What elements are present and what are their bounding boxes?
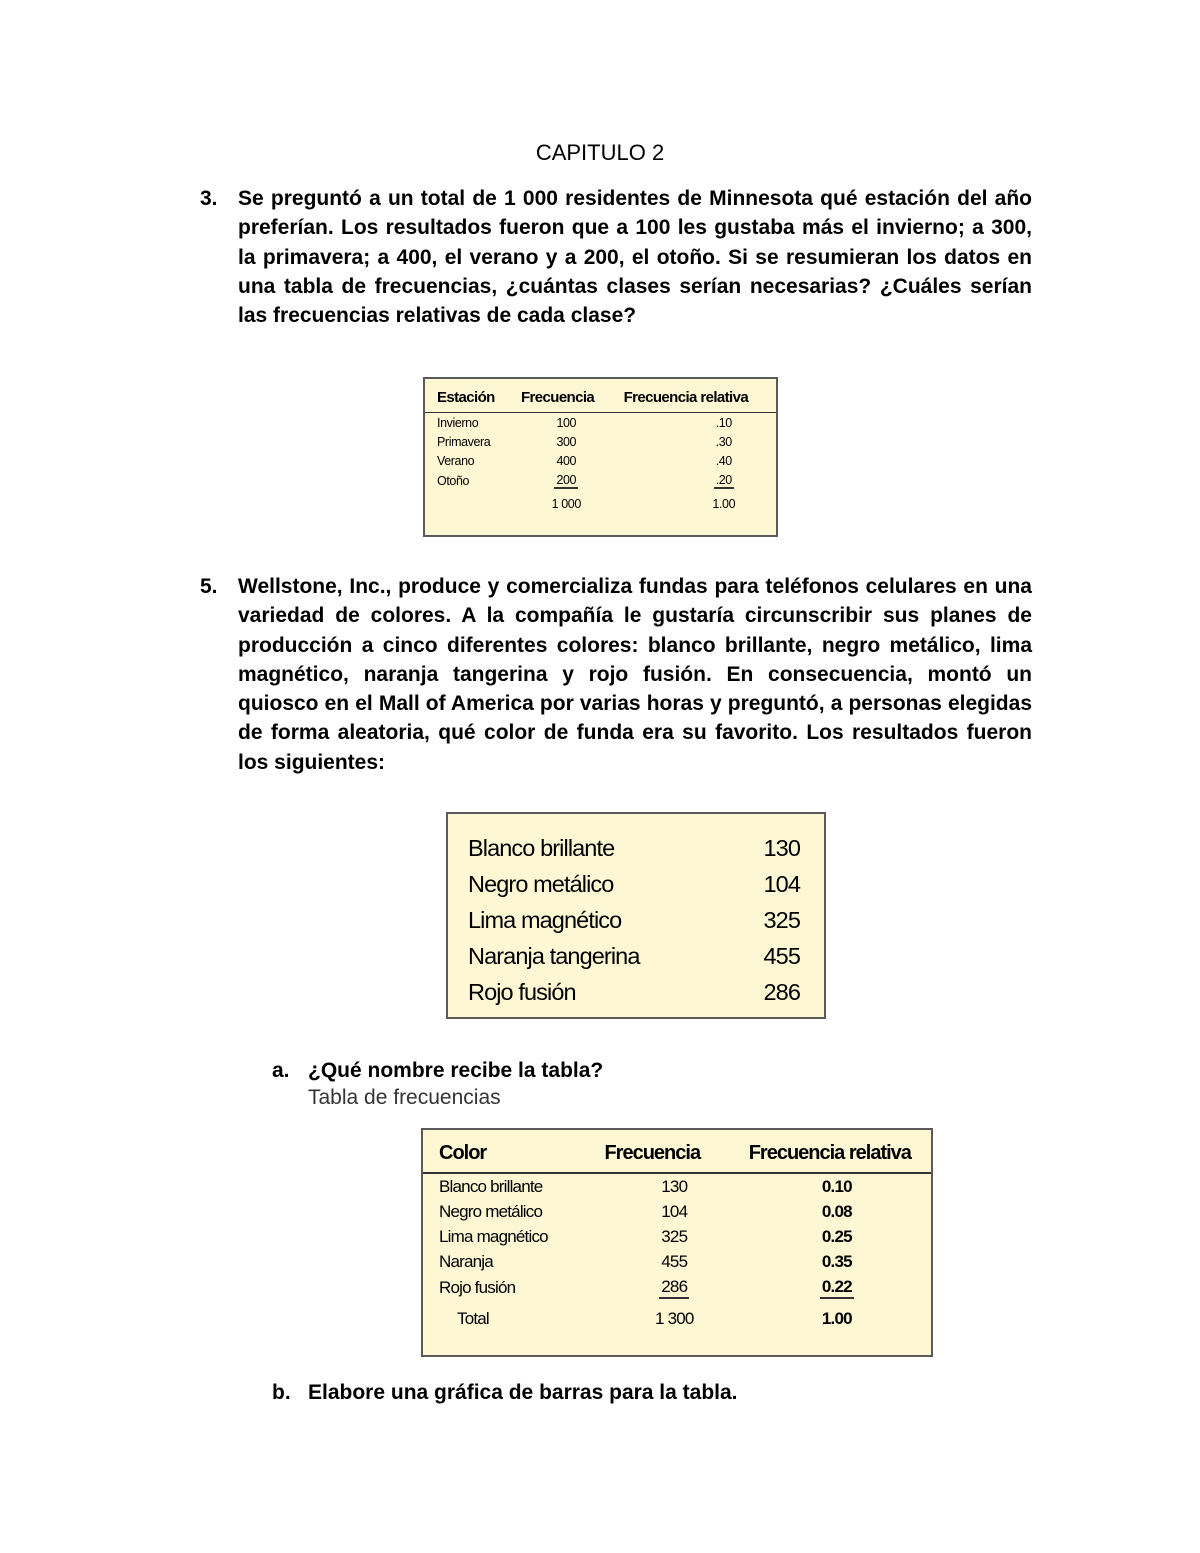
list-item xyxy=(468,938,800,974)
table-row xyxy=(423,1274,931,1301)
relative-cell: .10 xyxy=(715,415,732,430)
table1-header-relative: Frecuencia relativa xyxy=(612,379,776,413)
relative-cell: 0.08 xyxy=(821,1201,852,1221)
season-cell: Primavera xyxy=(437,434,491,449)
problem-5 xyxy=(200,572,1032,777)
problem-5-text: Wellstone, Inc., produce y comercializa fundas para teléfonos celulares en una variedad de colores. A la compañía le gustaría circunscribir sus planes de producción a cinco diferentes colores: blanco brillante, negro metálico, lima magnético, naranja tangerina y rojo fusión. En consecuencia, montó un quiosco en el Mall of America por varias horas y preguntó, a personas elegidas de forma aleatoria, qué color de funda era su favorito. Los resultados fueron los siguientes: xyxy=(238,575,1032,774)
frequency-cell: 200 xyxy=(556,472,577,487)
frequency-total: 1 300 xyxy=(655,1309,694,1328)
table-row xyxy=(425,470,776,491)
problem-3 xyxy=(200,184,1032,330)
frequency-cell: 130 xyxy=(661,1176,688,1196)
table1-header-frequency: Frecuencia xyxy=(509,379,612,413)
table3-header-color: Color xyxy=(423,1130,576,1173)
problem-3-number: 3. xyxy=(200,187,218,210)
relative-total: 1.00 xyxy=(821,1309,852,1328)
list-item xyxy=(468,974,800,1010)
season-cell: Otoño xyxy=(437,473,470,488)
table-row xyxy=(425,413,776,433)
frequency-cell: 325 xyxy=(661,1226,688,1246)
frequency-cell: 400 xyxy=(556,453,577,468)
relative-cell: 0.22 xyxy=(820,1277,854,1299)
problem-5-number: 5. xyxy=(200,575,218,598)
sub-question-a xyxy=(272,1056,603,1085)
color-count: 104 xyxy=(763,871,800,897)
relative-cell: .30 xyxy=(715,434,732,449)
sub-question-a-text: ¿Qué nombre recibe la tabla? xyxy=(308,1059,604,1082)
color-frequency-table xyxy=(421,1128,933,1357)
frequency-cell: 100 xyxy=(556,415,577,430)
sub-question-a-answer: Tabla de frecuencias xyxy=(308,1086,501,1109)
color-cell: Lima magnético xyxy=(439,1226,548,1246)
table1-header-season: Estación xyxy=(425,379,509,413)
color-count: 455 xyxy=(763,943,800,969)
sub-question-b-label: b. xyxy=(272,1381,291,1404)
list-item xyxy=(468,830,800,866)
color-cell: Rojo fusión xyxy=(439,1277,516,1297)
color-label: Blanco brillante xyxy=(468,835,615,861)
season-cell: Invierno xyxy=(437,415,479,430)
season-cell: Verano xyxy=(437,453,475,468)
color-cell: Naranja xyxy=(439,1251,493,1271)
sub-question-b-text: Elabore una gráfica de barras para la tabla. xyxy=(308,1381,738,1404)
table-row xyxy=(423,1249,931,1274)
color-label: Negro metálico xyxy=(468,871,614,897)
table3-header-frequency: Frecuencia xyxy=(576,1130,713,1173)
totals-row xyxy=(423,1301,931,1332)
frequency-cell: 300 xyxy=(556,434,577,449)
frequency-cell: 455 xyxy=(661,1251,688,1271)
table3-header-relative: Frecuencia relativa xyxy=(713,1130,931,1173)
table-row xyxy=(425,432,776,451)
color-results-table xyxy=(446,812,826,1019)
sub-question-b xyxy=(272,1378,738,1407)
totals-row xyxy=(425,491,776,514)
frequency-total: 1 000 xyxy=(551,497,581,511)
color-cell: Negro metálico xyxy=(439,1201,543,1221)
chapter-title: CAPITULO 2 xyxy=(535,140,665,165)
total-label: Total xyxy=(457,1309,489,1328)
problem-3-text: Se preguntó a un total de 1 000 residentes de Minnesota qué estación del año preferían. Los resultados fueron que a 100 les gustaba más el invierno; a 300, la primavera; a 400, el verano y a 200, el otoño. Si se resumieran los datos en una tabla de frecuencias, ¿cuántas clases serían necesarias? ¿Cuáles serían las frecuencias relativas de cada clase? xyxy=(238,187,1032,328)
table-row xyxy=(425,451,776,470)
table-row xyxy=(423,1173,931,1199)
color-count: 130 xyxy=(763,835,800,861)
color-cell: Blanco brillante xyxy=(439,1176,543,1196)
relative-cell: .20 xyxy=(715,472,732,487)
color-label: Lima magnético xyxy=(468,907,622,933)
relative-cell: .40 xyxy=(715,453,732,468)
color-label: Rojo fusión xyxy=(468,979,576,1005)
relative-cell: 0.10 xyxy=(821,1176,852,1196)
relative-total: 1.00 xyxy=(712,497,736,511)
sub-question-a-label: a. xyxy=(272,1059,290,1082)
color-label: Naranja tangerina xyxy=(468,943,640,969)
frequency-cell: 104 xyxy=(661,1201,688,1221)
relative-cell: 0.25 xyxy=(821,1226,852,1246)
season-frequency-table xyxy=(423,377,778,537)
relative-cell: 0.35 xyxy=(821,1251,852,1271)
color-count: 325 xyxy=(763,907,800,933)
color-count: 286 xyxy=(763,979,800,1005)
table-row xyxy=(423,1224,931,1249)
table-row xyxy=(423,1199,931,1224)
list-item xyxy=(468,866,800,902)
frequency-cell: 286 xyxy=(659,1277,689,1299)
list-item xyxy=(468,902,800,938)
